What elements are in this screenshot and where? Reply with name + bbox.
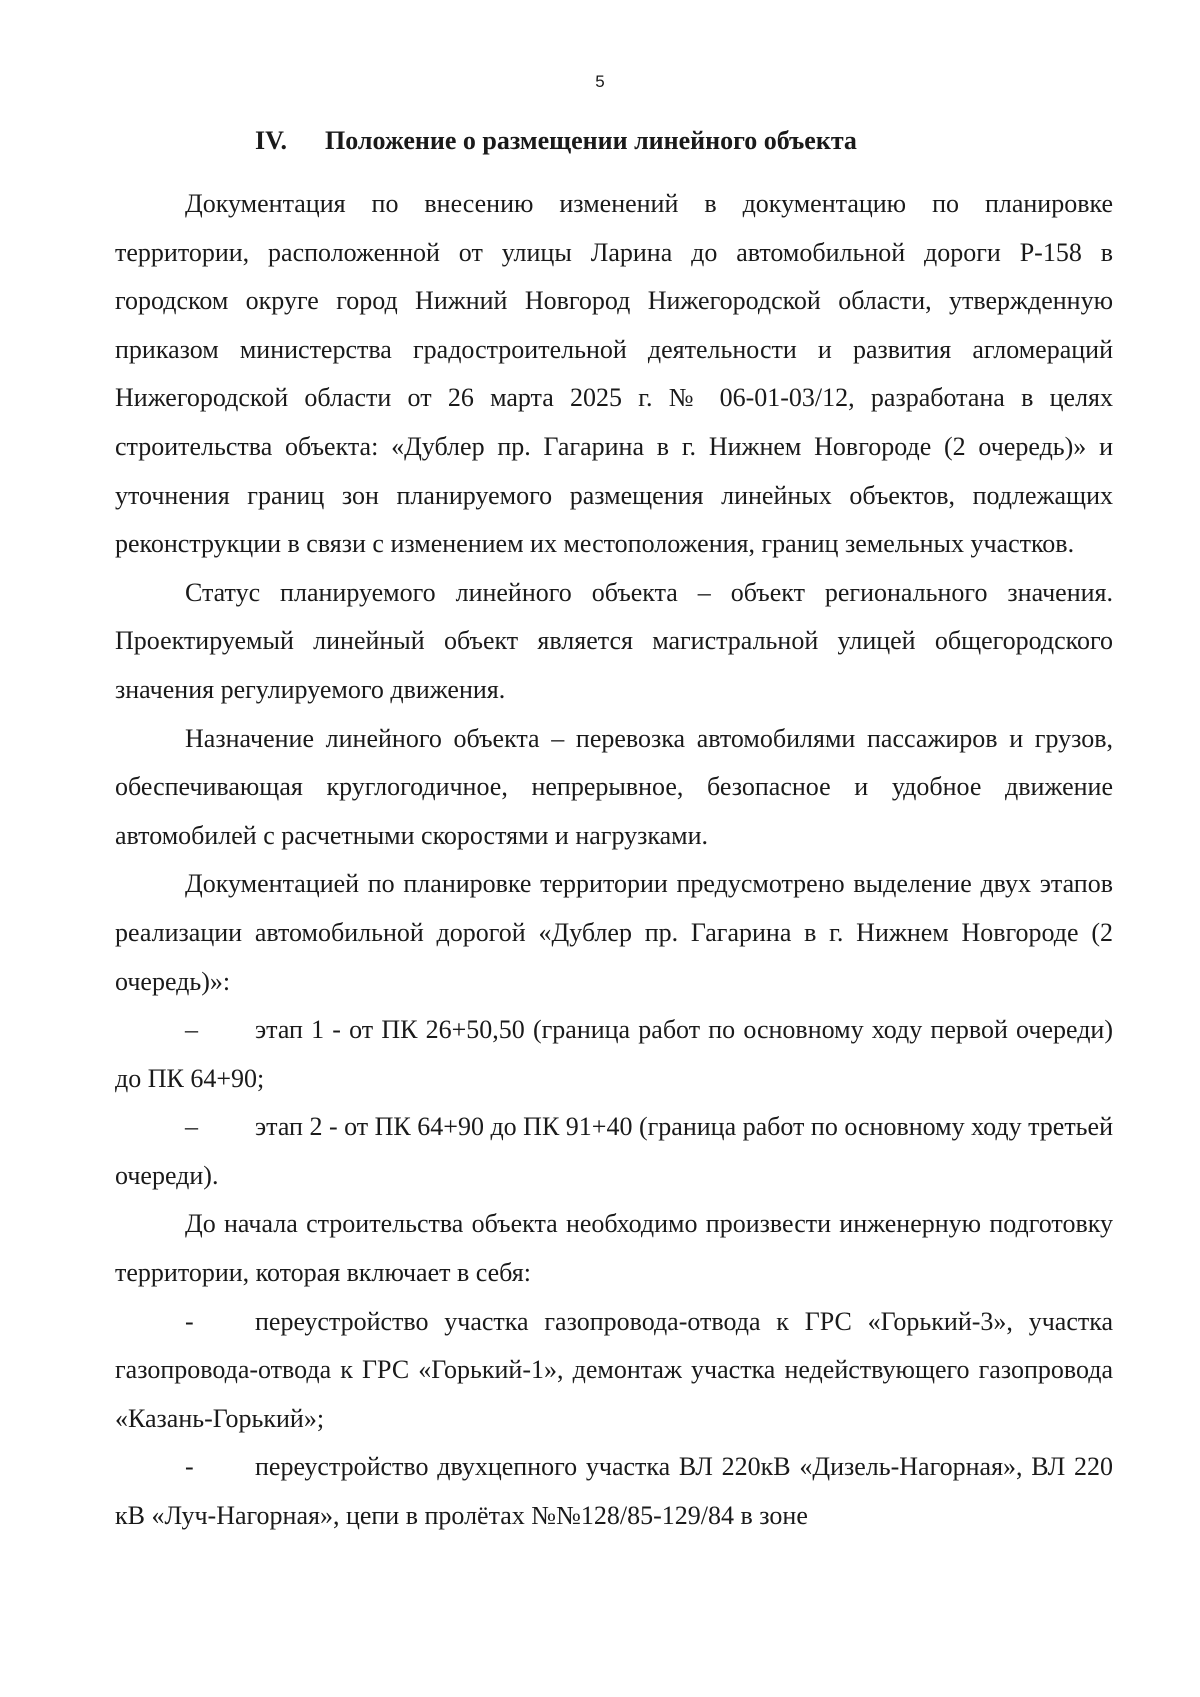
page-number: 5 — [595, 72, 605, 91]
paragraph-preparation-intro: До начала строительства объекта необходимо произвести инженерную подготовку территории, которая включает в себя: — [115, 1209, 1113, 1288]
list-item-text: переустройство участка газопровода-отвода к ГРС «Горький-3», участка газопровода-отвода к ГРС «Горький-1», демонтаж участка недействующего газопровода «Казань-Горький»; — [115, 1306, 1113, 1433]
list-marker: - — [185, 1452, 194, 1482]
list-item-text: этап 2 - от ПК 64+90 до ПК 91+40 (граница работ по основному ходу третьей очереди). — [115, 1112, 1113, 1190]
list-item-text: переустройство двухцепного участка ВЛ 220кВ «Дизель-Нагорная», ВЛ 220 кВ «Луч-Нагорная», цепи в пролётах №№128/85-129/84 в зоне — [115, 1452, 1113, 1531]
paragraph-purpose: Документация по внесению изменений в документацию по планировке территории, расположенной от улицы Ларина до автомобильной дороги Р-158 в городском округе город Нижний Новгород Нижегородской области, утвержденную приказом министерства градостроительной деятельности и развития агломераций Нижегородской области от 26 марта 2025 г. № 06-01-03/12, разработана в целях строительства объекта: «Дублер пр. Гагарина в г. Нижнем Новгороде (2 очередь)» и уточнения границ зон планируемого размещения линейных объектов, подлежащих реконструкции в связи с изменением их местоположения, границ земельных участков. — [115, 189, 1113, 559]
section-heading — [255, 126, 1055, 156]
paragraph-function: Назначение линейного объекта – перевозка автомобилями пассажиров и грузов, обеспечивающая круглогодичное, непрерывное, безопасное и удобное движение автомобилей с расчетными скоростями и нагрузками. — [115, 723, 1113, 850]
list-item-stage-2 — [115, 1103, 1113, 1200]
paragraph-status: Статус планируемого линейного объекта – объект регионального значения. Проектируемый линейный объект является магистральной улицей общегородского значения регулируемого движения. — [115, 577, 1113, 704]
section-title: Положение о размещении линейного объекта — [325, 126, 857, 155]
list-item-power-line — [115, 1443, 1113, 1540]
paragraph-stages-intro: Документацией по планировке территории предусмотрено выделение двух этапов реализации автомобильной дорогой «Дублер пр. Гагарина в г. Нижнем Новгороде (2 очередь)»: — [115, 869, 1113, 996]
list-marker: - — [185, 1306, 194, 1336]
list-item-gas-pipeline — [115, 1298, 1113, 1444]
section-number: IV. — [255, 126, 288, 155]
list-item-text: этап 1 - от ПК 26+50,50 (граница работ по основному ходу первой очереди) до ПК 64+90; — [115, 1015, 1113, 1093]
document-body — [115, 180, 1113, 1541]
list-marker: – — [185, 1015, 198, 1045]
list-marker: – — [185, 1112, 198, 1142]
list-item-stage-1 — [115, 1006, 1113, 1103]
